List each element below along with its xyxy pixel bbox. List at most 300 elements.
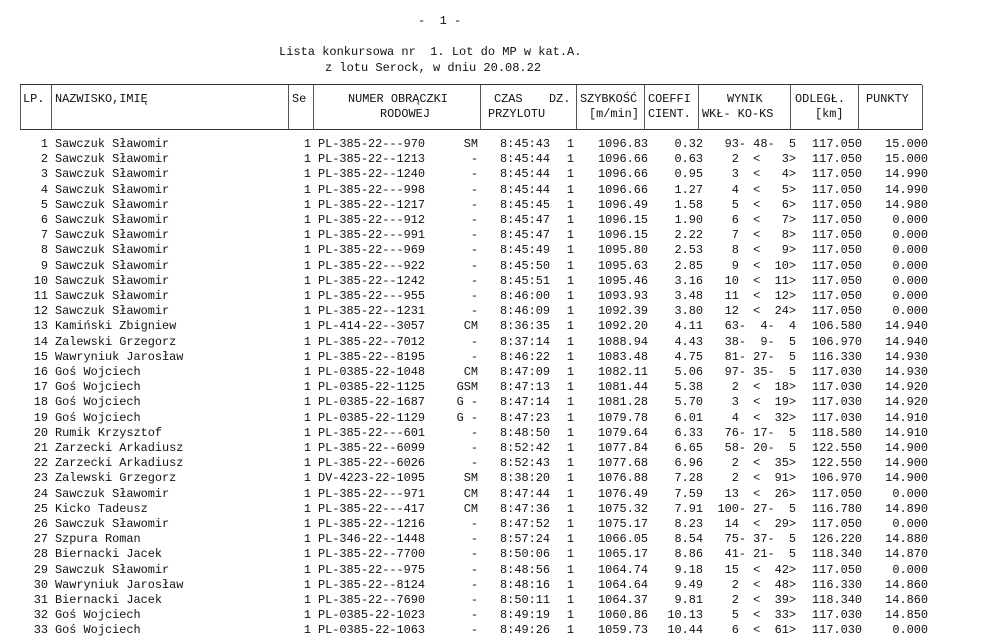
cell-se: 1: [303, 167, 311, 182]
cell-se: 1: [303, 547, 311, 562]
cell-points: 14.860: [885, 577, 928, 592]
cell-dz: 1: [566, 349, 574, 364]
cell-se: 1: [303, 289, 311, 303]
table-row: [0, 350, 993, 365]
cell-time: 8:57:24: [500, 532, 550, 547]
cell-ring: PL-385-22--6026: [318, 456, 426, 471]
cell-se: 1: [303, 228, 311, 243]
cell-speed: 1096.66: [598, 167, 648, 182]
cell-dz: 1: [566, 289, 574, 303]
cell-speed: 1075.17: [598, 517, 648, 531]
cell-result: 2 < 91>: [731, 471, 796, 486]
table-row: [0, 578, 993, 593]
cell-se: 1: [303, 380, 311, 395]
col-name: NAZWISKO,IMIĘ: [55, 92, 148, 106]
cell-coef: 5.38: [674, 380, 703, 395]
cell-name: Goś Wojciech: [55, 380, 141, 395]
cell-time: 8:47:44: [500, 486, 550, 501]
cell-result: 6 < 7>: [731, 213, 796, 227]
cell-lp: 31: [33, 593, 48, 607]
cell-time: 8:47:14: [500, 395, 550, 410]
table-row: [0, 319, 993, 334]
cell-coef: 6.96: [674, 456, 703, 471]
table-row: [0, 517, 993, 532]
cell-points: 0.000: [892, 258, 928, 273]
table-row: [0, 547, 993, 562]
cell-time: 8:47:09: [500, 365, 550, 379]
cell-ring: PL-385-22--1213: [318, 152, 426, 167]
cell-ring: PL-385-22--1242: [318, 273, 426, 288]
cell-speed: 1096.15: [598, 228, 648, 243]
cell-coef: 3.80: [674, 304, 703, 319]
cell-dz: 1: [566, 501, 574, 516]
cell-result: 7 < 8>: [731, 228, 796, 243]
cell-dz: 1: [566, 167, 574, 182]
cell-flag: CM: [463, 319, 478, 334]
cell-dz: 1: [566, 228, 574, 243]
col-divider: [698, 85, 699, 130]
cell-result: 4 < 32>: [731, 410, 796, 425]
cell-time: 8:45:51: [500, 273, 550, 288]
cell-speed: 1077.84: [598, 441, 648, 455]
cell-ring: PL-385-22--1216: [318, 517, 426, 531]
col-distance-sub: [km]: [815, 107, 844, 121]
cell-coef: 9.18: [674, 562, 703, 577]
cell-se: 1: [303, 486, 311, 501]
cell-ring: PL-385-22--6099: [318, 441, 426, 455]
cell-coef: 7.91: [674, 501, 703, 516]
cell-coef: 7.28: [674, 471, 703, 486]
cell-coef: 6.01: [674, 410, 703, 425]
cell-time: 8:47:13: [500, 380, 550, 395]
cell-name: Kamiński Zbigniew: [55, 319, 177, 334]
cell-name: Sawczuk Sławomir: [55, 213, 170, 227]
col-speed: SZYBKOŚĆ: [580, 92, 638, 106]
cell-speed: 1083.48: [598, 349, 648, 364]
cell-time: 8:48:56: [500, 562, 550, 577]
col-divider: [576, 85, 577, 130]
cell-speed: 1082.11: [598, 365, 648, 379]
cell-points: 14.910: [885, 410, 928, 425]
cell-dz: 1: [566, 304, 574, 319]
cell-dz: 1: [566, 577, 574, 592]
col-ring-sub: RODOWEJ: [380, 107, 430, 121]
cell-lp: 25: [33, 501, 48, 516]
cell-points: 0.000: [892, 304, 928, 319]
cell-ring: PL-385-22--1231: [318, 304, 426, 319]
table-row: [0, 289, 993, 304]
cell-points: 14.900: [885, 471, 928, 486]
cell-time: 8:45:45: [500, 197, 550, 212]
col-divider: [790, 85, 791, 130]
cell-dist: 122.550: [812, 456, 862, 471]
cell-points: 15.000: [885, 137, 928, 151]
cell-flag: -: [470, 243, 478, 258]
cell-result: 14 < 29>: [724, 517, 796, 531]
cell-time: 8:49:26: [500, 623, 550, 638]
cell-flag: -: [470, 334, 478, 349]
cell-dz: 1: [566, 471, 574, 486]
cell-lp: 17: [33, 380, 48, 395]
cell-dz: 1: [566, 608, 574, 623]
cell-speed: 1065.17: [598, 547, 648, 562]
cell-lp: 23: [33, 471, 48, 486]
cell-name: Wawryniuk Jarosław: [55, 577, 184, 592]
cell-lp: 26: [33, 517, 48, 531]
report-title: Lista konkursowa nr 1. Lot do MP w kat.A.: [279, 45, 582, 59]
table-row: [0, 532, 993, 547]
table-row: [0, 152, 993, 167]
cell-dist: 118.340: [812, 547, 862, 562]
cell-points: 0.000: [892, 289, 928, 303]
cell-dist: 117.050: [812, 289, 862, 303]
cell-name: Sawczuk Sławomir: [55, 137, 170, 151]
cell-ring: PL-385-22--1240: [318, 167, 426, 182]
cell-result: 2 < 48>: [731, 577, 796, 592]
cell-result: 11 < 12>: [724, 289, 796, 303]
cell-lp: 2: [40, 152, 48, 167]
cell-result: 97- 35- 5: [724, 365, 796, 379]
cell-flag: -: [470, 289, 478, 303]
cell-flag: -: [470, 349, 478, 364]
cell-se: 1: [303, 441, 311, 455]
cell-points: 15.000: [885, 152, 928, 167]
cell-result: 2 < 39>: [731, 593, 796, 607]
cell-dist: 117.030: [812, 395, 862, 410]
cell-dz: 1: [566, 213, 574, 227]
col-divider: [313, 85, 314, 130]
cell-flag: -: [470, 547, 478, 562]
cell-ring: PL-385-22---969: [318, 243, 426, 258]
cell-dist: 122.550: [812, 441, 862, 455]
cell-result: 3 < 19>: [731, 395, 796, 410]
cell-lp: 9: [40, 258, 48, 273]
cell-ring: PL-385-22---970: [318, 137, 426, 151]
cell-name: Sawczuk Sławomir: [55, 258, 170, 273]
cell-time: 8:47:36: [500, 501, 550, 516]
cell-dist: 117.050: [812, 273, 862, 288]
cell-coef: 7.59: [674, 486, 703, 501]
cell-dist: 117.050: [812, 137, 862, 151]
cell-coef: 8.23: [674, 517, 703, 531]
cell-speed: 1079.78: [598, 410, 648, 425]
cell-coef: 2.85: [674, 258, 703, 273]
cell-name: Biernacki Jacek: [55, 547, 163, 562]
cell-lp: 7: [40, 228, 48, 243]
cell-points: 14.860: [885, 593, 928, 607]
cell-result: 93- 48- 5: [724, 137, 796, 151]
cell-lp: 30: [33, 577, 48, 592]
cell-name: Sawczuk Sławomir: [55, 228, 170, 243]
cell-se: 1: [303, 365, 311, 379]
col-divider: [644, 85, 645, 130]
cell-se: 1: [303, 395, 311, 410]
cell-se: 1: [303, 410, 311, 425]
cell-ring: PL-385-22---991: [318, 228, 426, 243]
cell-result: 10 < 11>: [724, 273, 796, 288]
cell-dz: 1: [566, 182, 574, 197]
cell-flag: -: [470, 608, 478, 623]
cell-flag: CM: [463, 486, 478, 501]
cell-dist: 117.050: [812, 228, 862, 243]
cell-dz: 1: [566, 562, 574, 577]
cell-se: 1: [303, 258, 311, 273]
cell-dist: 106.970: [812, 471, 862, 486]
table-row: [0, 487, 993, 502]
table-row: [0, 456, 993, 471]
cell-se: 1: [303, 608, 311, 623]
cell-coef: 3.48: [674, 289, 703, 303]
cell-speed: 1060.86: [598, 608, 648, 623]
cell-time: 8:45:44: [500, 182, 550, 197]
cell-dist: 126.220: [812, 532, 862, 547]
cell-se: 1: [303, 593, 311, 607]
cell-name: Sawczuk Sławomir: [55, 167, 170, 182]
table-row: [0, 167, 993, 182]
cell-dz: 1: [566, 532, 574, 547]
cell-ring: PL-414-22--3057: [318, 319, 426, 334]
cell-dz: 1: [566, 395, 574, 410]
cell-ring: PL-0385-22-1687: [318, 395, 426, 410]
cell-dz: 1: [566, 441, 574, 455]
cell-lp: 8: [40, 243, 48, 258]
cell-dist: 117.050: [812, 243, 862, 258]
cell-result: 13 < 26>: [724, 486, 796, 501]
cell-flag: SM: [463, 471, 478, 486]
cell-points: 14.990: [885, 182, 928, 197]
col-lp: LP.: [23, 92, 45, 106]
cell-flag: CM: [463, 501, 478, 516]
cell-dz: 1: [566, 547, 574, 562]
cell-speed: 1081.28: [598, 395, 648, 410]
cell-coef: 9.81: [674, 593, 703, 607]
cell-speed: 1077.68: [598, 456, 648, 471]
cell-time: 8:48:50: [500, 425, 550, 440]
cell-dz: 1: [566, 152, 574, 167]
cell-result: 100- 27- 5: [717, 501, 796, 516]
cell-flag: -: [470, 456, 478, 471]
cell-se: 1: [303, 349, 311, 364]
cell-speed: 1096.66: [598, 182, 648, 197]
cell-result: 2 < 35>: [731, 456, 796, 471]
cell-speed: 1096.66: [598, 152, 648, 167]
cell-lp: 13: [33, 319, 48, 334]
cell-ring: PL-385-22---971: [318, 486, 426, 501]
cell-points: 14.930: [885, 349, 928, 364]
cell-flag: G -: [456, 395, 478, 410]
col-divider: [288, 85, 289, 130]
cell-points: 0.000: [892, 213, 928, 227]
cell-ring: PL-385-22---955: [318, 289, 426, 303]
cell-coef: 1.58: [674, 197, 703, 212]
cell-time: 8:50:06: [500, 547, 550, 562]
table-row: [0, 426, 993, 441]
col-result: WYNIK: [727, 92, 763, 106]
cell-ring: PL-385-22---975: [318, 562, 426, 577]
cell-ring: PL-0385-22-1129: [318, 410, 426, 425]
col-divider: [922, 85, 923, 130]
cell-name: Goś Wojciech: [55, 410, 141, 425]
table-row: [0, 137, 993, 152]
cell-lp: 15: [33, 349, 48, 364]
cell-result: 9 < 10>: [731, 258, 796, 273]
cell-time: 8:50:11: [500, 593, 550, 607]
cell-dist: 117.050: [812, 167, 862, 182]
table-row: [0, 411, 993, 426]
cell-dist: 106.970: [812, 334, 862, 349]
col-speed-sub: [m/min]: [589, 107, 639, 121]
table-row: [0, 304, 993, 319]
cell-se: 1: [303, 532, 311, 547]
cell-speed: 1064.74: [598, 562, 648, 577]
table-row: [0, 395, 993, 410]
cell-dist: 117.050: [812, 258, 862, 273]
cell-time: 8:45:47: [500, 213, 550, 227]
cell-coef: 1.27: [674, 182, 703, 197]
cell-name: Zalewski Grzegorz: [55, 471, 177, 486]
cell-se: 1: [303, 319, 311, 334]
cell-result: 81- 27- 5: [724, 349, 796, 364]
cell-time: 8:45:47: [500, 228, 550, 243]
cell-ring: PL-385-22---417: [318, 501, 426, 516]
cell-ring: PL-0385-22-1063: [318, 623, 426, 638]
cell-name: Sawczuk Sławomir: [55, 152, 170, 167]
cell-points: 14.990: [885, 167, 928, 182]
cell-points: 14.880: [885, 532, 928, 547]
cell-ring: PL-385-22---912: [318, 213, 426, 227]
cell-lp: 18: [33, 395, 48, 410]
cell-lp: 11: [33, 289, 48, 303]
cell-dz: 1: [566, 334, 574, 349]
cell-result: 12 < 24>: [724, 304, 796, 319]
cell-time: 8:52:42: [500, 441, 550, 455]
cell-se: 1: [303, 213, 311, 227]
cell-result: 15 < 42>: [724, 562, 796, 577]
cell-se: 1: [303, 471, 311, 486]
cell-speed: 1093.93: [598, 289, 648, 303]
cell-flag: -: [470, 562, 478, 577]
cell-dist: 117.050: [812, 197, 862, 212]
cell-se: 1: [303, 501, 311, 516]
cell-time: 8:36:35: [500, 319, 550, 334]
col-result-sub: WKŁ- KO-KS: [702, 107, 774, 121]
col-time: CZAS: [494, 92, 523, 106]
cell-points: 14.940: [885, 319, 928, 334]
cell-time: 8:47:52: [500, 517, 550, 531]
cell-flag: -: [470, 197, 478, 212]
col-time-sub: PRZYLOTU: [488, 107, 546, 121]
cell-speed: 1095.63: [598, 258, 648, 273]
table-row: [0, 274, 993, 289]
cell-speed: 1079.64: [598, 425, 648, 440]
cell-time: 8:45:44: [500, 152, 550, 167]
cell-points: 14.910: [885, 425, 928, 440]
cell-lp: 3: [40, 167, 48, 182]
cell-flag: -: [470, 304, 478, 319]
cell-dist: 117.050: [812, 304, 862, 319]
cell-name: Goś Wojciech: [55, 395, 141, 410]
cell-speed: 1095.46: [598, 273, 648, 288]
cell-time: 8:45:43: [500, 137, 550, 151]
cell-dist: 118.580: [812, 425, 862, 440]
col-ring: NUMER OBRĄCZKI: [348, 92, 448, 106]
cell-speed: 1064.37: [598, 593, 648, 607]
cell-lp: 12: [33, 304, 48, 319]
table-row: [0, 608, 993, 623]
cell-result: 5 < 33>: [731, 608, 796, 623]
cell-dist: 116.780: [812, 501, 862, 516]
cell-dist: 117.050: [812, 486, 862, 501]
cell-dist: 117.030: [812, 365, 862, 379]
cell-result: 2 < 18>: [731, 380, 796, 395]
cell-time: 8:48:16: [500, 577, 550, 592]
cell-se: 1: [303, 182, 311, 197]
cell-coef: 4.11: [674, 319, 703, 334]
table-row: [0, 335, 993, 350]
table-row: [0, 365, 993, 380]
cell-name: Sawczuk Sławomir: [55, 273, 170, 288]
cell-coef: 4.43: [674, 334, 703, 349]
cell-lp: 16: [33, 365, 48, 379]
cell-coef: 8.54: [674, 532, 703, 547]
cell-points: 14.920: [885, 380, 928, 395]
cell-points: 0.000: [892, 623, 928, 638]
cell-points: 14.890: [885, 501, 928, 516]
cell-name: Zalewski Grzegorz: [55, 334, 177, 349]
cell-dist: 106.580: [812, 319, 862, 334]
cell-coef: 1.90: [674, 213, 703, 227]
cell-points: 0.000: [892, 243, 928, 258]
cell-points: 0.000: [892, 273, 928, 288]
cell-lp: 14: [33, 334, 48, 349]
cell-dist: 116.330: [812, 577, 862, 592]
table-row: [0, 243, 993, 258]
table-row: [0, 593, 993, 608]
cell-flag: CM: [463, 365, 478, 379]
cell-speed: 1064.64: [598, 577, 648, 592]
cell-ring: PL-0385-22-1023: [318, 608, 426, 623]
cell-ring: PL-385-22--7700: [318, 547, 426, 562]
cell-ring: PL-385-22--1217: [318, 197, 426, 212]
cell-flag: -: [470, 182, 478, 197]
col-coef: COEFFI: [648, 92, 691, 106]
cell-speed: 1059.73: [598, 623, 648, 638]
cell-coef: 2.53: [674, 243, 703, 258]
cell-coef: 3.16: [674, 273, 703, 288]
cell-dz: 1: [566, 243, 574, 258]
cell-name: Goś Wojciech: [55, 365, 141, 379]
cell-points: 0.000: [892, 228, 928, 243]
cell-ring: PL-385-22---922: [318, 258, 426, 273]
cell-result: 3 < 4>: [731, 167, 796, 182]
cell-time: 8:46:00: [500, 289, 550, 303]
cell-result: 76- 17- 5: [724, 425, 796, 440]
cell-coef: 0.63: [674, 152, 703, 167]
cell-se: 1: [303, 197, 311, 212]
cell-se: 1: [303, 577, 311, 592]
cell-name: Sawczuk Sławomir: [55, 304, 170, 319]
table-row: [0, 623, 993, 638]
cell-se: 1: [303, 623, 311, 638]
cell-name: Goś Wojciech: [55, 623, 141, 638]
cell-flag: -: [470, 532, 478, 547]
cell-points: 14.870: [885, 547, 928, 562]
cell-points: 14.980: [885, 197, 928, 212]
cell-dz: 1: [566, 273, 574, 288]
col-divider: [20, 85, 21, 130]
cell-time: 8:46:09: [500, 304, 550, 319]
cell-flag: -: [470, 441, 478, 455]
